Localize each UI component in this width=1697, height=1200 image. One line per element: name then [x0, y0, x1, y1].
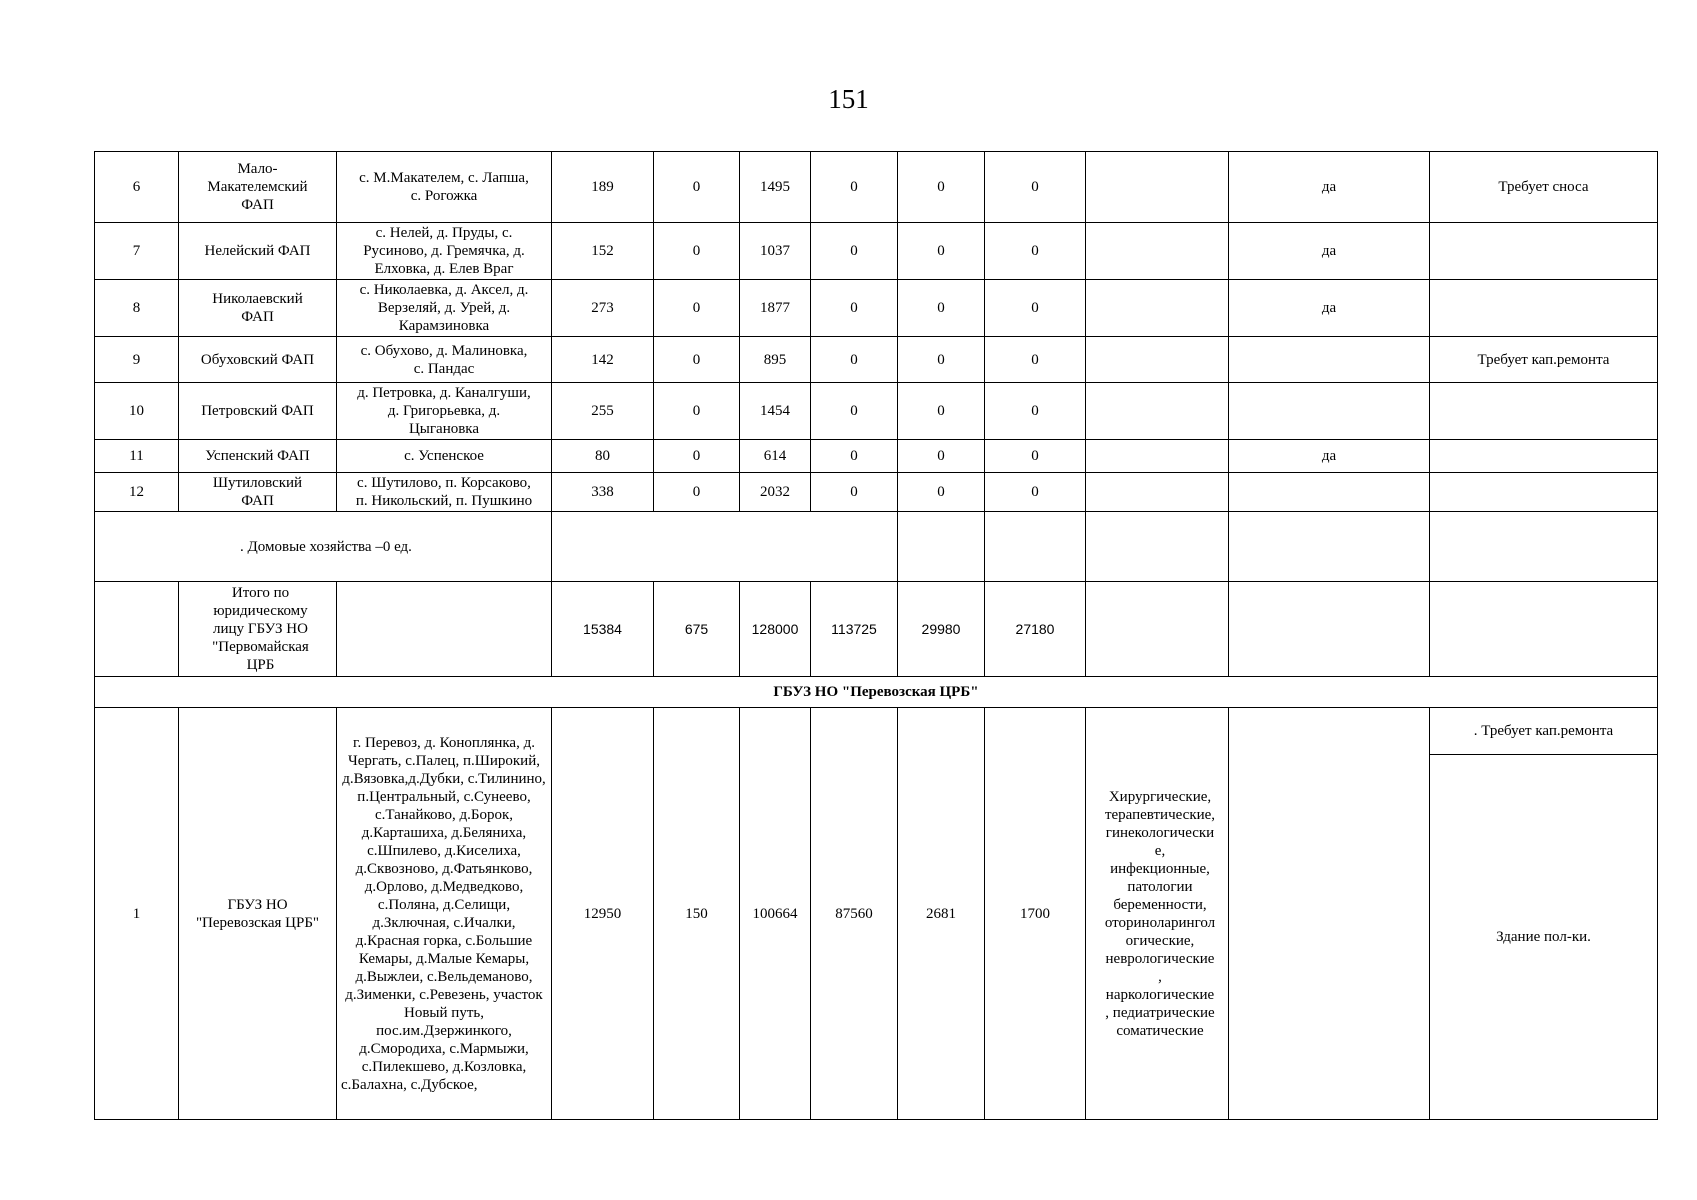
row-number: 11: [95, 440, 179, 473]
value-c1: 80: [552, 440, 654, 473]
villages-served: д. Петровка, д. Каналгуши, д. Григорьевка, д. Цыгановка: [337, 383, 552, 440]
value-c5: 0: [898, 280, 985, 337]
value-c1: 255: [552, 383, 654, 440]
table-row: [95, 473, 1658, 512]
villages-served: с. М.Макателем, с. Лапша, с. Рогожка: [337, 152, 552, 223]
row-number: 12: [95, 473, 179, 512]
value-c2: 0: [654, 280, 740, 337]
departments: [1086, 440, 1229, 473]
facilities-table: [94, 151, 1658, 1120]
value-c3: 1454: [740, 383, 811, 440]
value-c3: 895: [740, 337, 811, 383]
value-c6: 1700: [985, 708, 1086, 1120]
value-c4: 0: [811, 280, 898, 337]
value-c2: 0: [654, 473, 740, 512]
value-c5: 0: [898, 383, 985, 440]
value-c2: 0: [654, 152, 740, 223]
flag-cell: [1229, 337, 1430, 383]
households-label: . Домовые хозяйства –0 ед.: [95, 512, 552, 582]
condition-note: [1430, 223, 1658, 280]
villages-served: с. Успенское: [337, 440, 552, 473]
flag-cell: [1229, 473, 1430, 512]
total-c2: 675: [654, 582, 740, 677]
departments: [1086, 152, 1229, 223]
value-c5: 0: [898, 473, 985, 512]
value-c4: 0: [811, 440, 898, 473]
villages-served: г. Перевоз, д. Коноплянка, д. Чергать, с.Палец, п.Широкий, д.Вязовка,д.Дубки, с.Тилинино, п.Центральный, с.Сунеево, с.Танайково, д.Борок, д.Карташиха, д.Беляниха, с.Шпилево, д.Киселиха, д.Сквозново, д.Фатьянково, д.Орлово, д.Медведково, с.Поляна, д.Селищи, д.Зключная, с.Ичалки, д.Красная горка, с.Большие Кемары, д.Малые Кемары, д.Выжлеи, с.Вельдеманово, д.Зименки, с.Ревезень, участок Новый путь, пос.им.Дзержинкого, д.Смородиха, с.Мармыжи, с.Пилекшево, д.Козловка, с.Балахна, с.Дубское,: [337, 708, 552, 1120]
value-c5: 0: [898, 223, 985, 280]
value-c1: 12950: [552, 708, 654, 1120]
villages-served: с. Николаевка, д. Аксел, д. Верзеляй, д. Урей, д. Карамзиновка: [337, 280, 552, 337]
flag-cell: [1229, 383, 1430, 440]
value-c6: 0: [985, 152, 1086, 223]
facility-name: Обуховский ФАП: [179, 337, 337, 383]
total-row: [95, 582, 1658, 677]
facility-name: ГБУЗ НО "Перевозская ЦРБ": [179, 708, 337, 1120]
value-c2: 0: [654, 223, 740, 280]
value-c3: 1037: [740, 223, 811, 280]
table-row: [95, 152, 1658, 223]
value-c3: 1495: [740, 152, 811, 223]
facility-name: Мало- Макателемский ФАП: [179, 152, 337, 223]
value-c3: 614: [740, 440, 811, 473]
value-c1: 273: [552, 280, 654, 337]
row-number: 8: [95, 280, 179, 337]
value-c2: 0: [654, 337, 740, 383]
value-c1: 189: [552, 152, 654, 223]
table-row: [95, 337, 1658, 383]
value-c5: 2681: [898, 708, 985, 1120]
empty-cell: [552, 512, 898, 582]
value-c5: 0: [898, 337, 985, 383]
value-c3: 1877: [740, 280, 811, 337]
row-number: 6: [95, 152, 179, 223]
page-number: 151: [828, 84, 869, 114]
section-row: [95, 677, 1658, 708]
row-number: 7: [95, 223, 179, 280]
facility-name: Петровский ФАП: [179, 383, 337, 440]
empty-cell: [95, 582, 179, 677]
households-row: [95, 512, 1658, 582]
facility-name: Николаевский ФАП: [179, 280, 337, 337]
departments: [1086, 223, 1229, 280]
value-c6: 0: [985, 440, 1086, 473]
hospital-row: [95, 708, 1658, 755]
departments: [1086, 280, 1229, 337]
value-c4: 0: [811, 337, 898, 383]
building-note: Здание пол-ки.: [1430, 755, 1658, 1120]
condition-note: Требует кап.ремонта: [1430, 337, 1658, 383]
empty-cell: [898, 512, 985, 582]
condition-note: Требует сноса: [1430, 152, 1658, 223]
flag-cell: да: [1229, 440, 1430, 473]
value-c4: 0: [811, 223, 898, 280]
value-c1: 142: [552, 337, 654, 383]
value-c6: 0: [985, 473, 1086, 512]
empty-cell: [985, 512, 1086, 582]
value-c4: 0: [811, 383, 898, 440]
total-c5: 29980: [898, 582, 985, 677]
total-c4: 113725: [811, 582, 898, 677]
flag-cell: да: [1229, 223, 1430, 280]
row-number: 1: [95, 708, 179, 1120]
total-c3: 128000: [740, 582, 811, 677]
value-c3: 2032: [740, 473, 811, 512]
villages-served: с. Нелей, д. Пруды, с. Русиново, д. Гремячка, д. Елховка, д. Елев Враг: [337, 223, 552, 280]
value-c2: 0: [654, 383, 740, 440]
value-c2: 0: [654, 440, 740, 473]
facility-name: Шутиловский ФАП: [179, 473, 337, 512]
value-c4: 87560: [811, 708, 898, 1120]
departments: [1086, 473, 1229, 512]
departments: Хирургические, терапевтические, гинекологически е, инфекционные, патологии беременности, оториноларингол огические, неврологические , наркологические , педиатрические соматические: [1086, 708, 1229, 1120]
table-row: [95, 223, 1658, 280]
table-row: [95, 383, 1658, 440]
condition-note: [1430, 473, 1658, 512]
value-c4: 0: [811, 473, 898, 512]
empty-cell: [1229, 582, 1430, 677]
departments: [1086, 383, 1229, 440]
total-c1: 15384: [552, 582, 654, 677]
empty-cell: [337, 582, 552, 677]
empty-cell: [1229, 512, 1430, 582]
facility-name: Успенский ФАП: [179, 440, 337, 473]
value-c5: 0: [898, 440, 985, 473]
value-c6: 0: [985, 337, 1086, 383]
section-title: ГБУЗ НО "Перевозская ЦРБ": [95, 677, 1658, 708]
empty-cell: [1086, 582, 1229, 677]
condition-note: [1430, 280, 1658, 337]
value-c3: 100664: [740, 708, 811, 1120]
value-c1: 338: [552, 473, 654, 512]
value-c6: 0: [985, 383, 1086, 440]
value-c6: 0: [985, 280, 1086, 337]
condition-note: [1430, 440, 1658, 473]
flag-cell: да: [1229, 152, 1430, 223]
row-number: 9: [95, 337, 179, 383]
value-c4: 0: [811, 152, 898, 223]
departments: [1086, 337, 1229, 383]
facility-name: Нелейский ФАП: [179, 223, 337, 280]
row-number: 10: [95, 383, 179, 440]
value-c5: 0: [898, 152, 985, 223]
condition-note: [1430, 383, 1658, 440]
value-c1: 152: [552, 223, 654, 280]
villages-served: с. Шутилово, п. Корсаково, п. Никольский, п. Пушкино: [337, 473, 552, 512]
total-label: Итого по юридическому лицу ГБУЗ НО "Первомайская ЦРБ: [179, 582, 337, 677]
table-row: [95, 440, 1658, 473]
empty-cell: [1086, 512, 1229, 582]
total-c6: 27180: [985, 582, 1086, 677]
value-c6: 0: [985, 223, 1086, 280]
empty-cell: [1430, 512, 1658, 582]
value-c2: 150: [654, 708, 740, 1120]
flag-cell: да: [1229, 280, 1430, 337]
table-row: [95, 280, 1658, 337]
flag-cell: [1229, 708, 1430, 1120]
condition-note: . Требует кап.ремонта: [1430, 708, 1658, 755]
villages-served: с. Обухово, д. Малиновка, с. Пандас: [337, 337, 552, 383]
empty-cell: [1430, 582, 1658, 677]
